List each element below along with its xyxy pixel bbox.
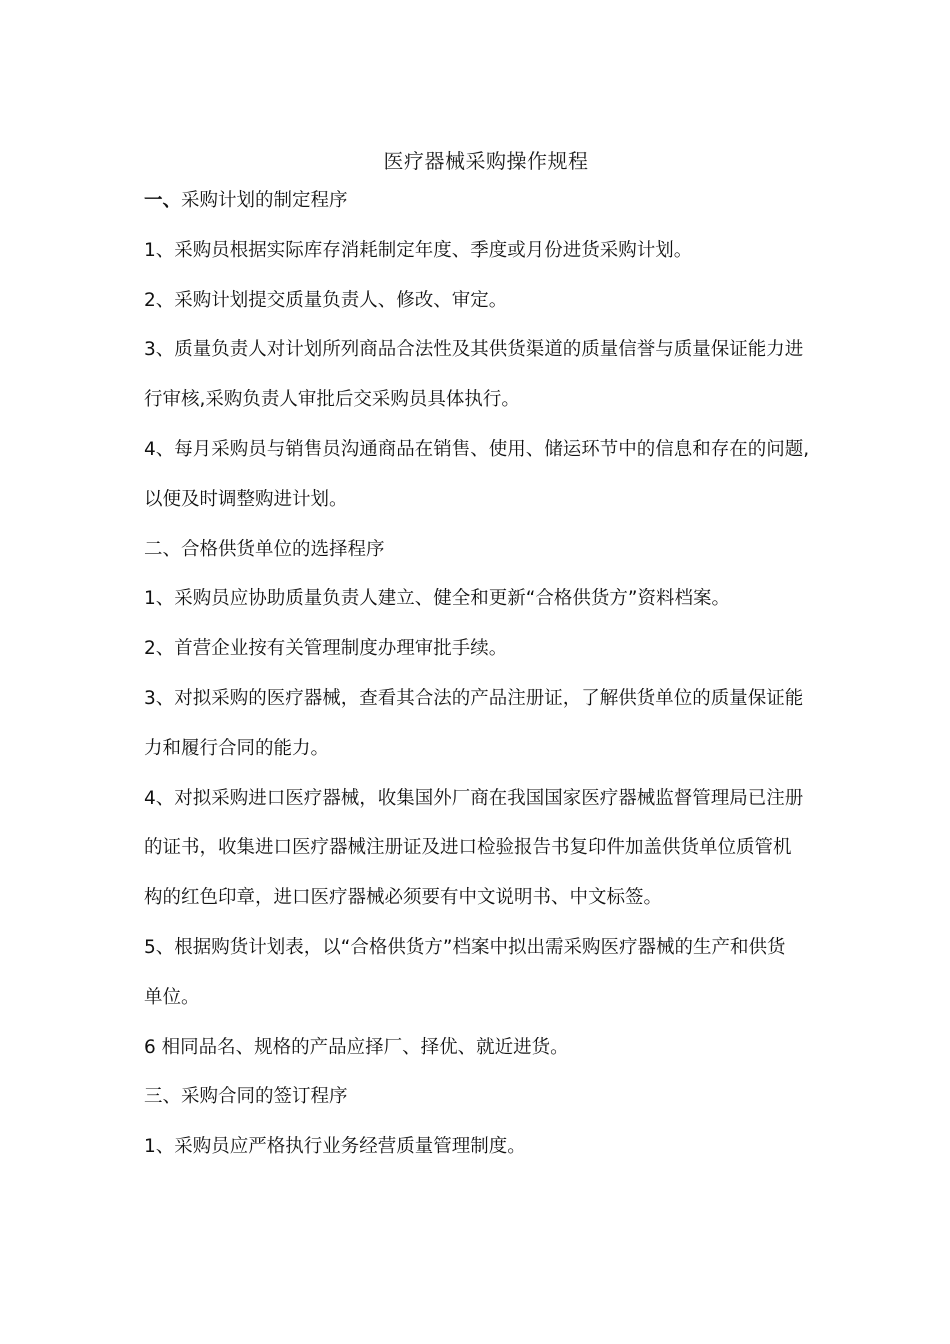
paragraph-line: 2、首营企业按有关管理制度办理审批手续。 bbox=[144, 638, 508, 660]
paragraph-line: 力和履行合同的能力。 bbox=[144, 737, 330, 759]
paragraph-line: 5、根据购货计划表，以“合格供货方”档案中拟出需采购医疗器械的生产和供货 bbox=[144, 936, 786, 958]
paragraph-line: 4、每月采购员与销售员沟通商品在销售、使用、储运环节中的信息和存在的问题, bbox=[144, 438, 810, 460]
paragraph-line: 行审核,采购负责人审批后交采购员具体执行。 bbox=[144, 389, 520, 411]
section-heading-2: 二、合格供货单位的选择程序 bbox=[144, 538, 385, 560]
section-number: 一、 bbox=[144, 190, 182, 211]
paragraph-line: 1、采购员应严格执行业务经营质量管理制度。 bbox=[144, 1136, 526, 1158]
paragraph-line: 的证书，收集进口医疗器械注册证及进口检验报告书复印件加盖供货单位质管机 bbox=[144, 837, 792, 859]
document-body bbox=[144, 185, 844, 1181]
paragraph-line: 以便及时调整购进计划。 bbox=[144, 488, 348, 510]
paragraph-line: 单位。 bbox=[144, 986, 200, 1008]
paragraph-line: 2、采购计划提交质量负责人、修改、审定。 bbox=[144, 289, 508, 311]
section-heading-text: 采购计划的制定程序 bbox=[181, 190, 348, 211]
paragraph-line: 6 相同品名、规格的产品应择厂、择优、就近进货。 bbox=[144, 1036, 569, 1058]
document-title: 医疗器械采购操作规程 bbox=[383, 149, 589, 173]
section-heading-1 bbox=[144, 185, 844, 235]
paragraph-line: 构的红色印章，进口医疗器械必须要有中文说明书、中文标签。 bbox=[144, 887, 663, 909]
paragraph-line: 4、对拟采购进口医疗器械，收集国外厂商在我国国家医疗器械监督管理局已注册 bbox=[144, 787, 804, 809]
paragraph-line: 3、质量负责人对计划所列商品合法性及其供货渠道的质量信誉与质量保证能力进 bbox=[144, 339, 804, 361]
paragraph-line: 1、采购员应协助质量负责人建立、健全和更新“合格供货方”资料档案。 bbox=[144, 588, 730, 610]
paragraph-line: 1、采购员根据实际库存消耗制定年度、季度或月份进货采购计划。 bbox=[144, 239, 693, 261]
paragraph-line: 3、对拟采购的医疗器械，查看其合法的产品注册证，了解供货单位的质量保证能 bbox=[144, 687, 804, 709]
section-heading-3: 三、采购合同的签订程序 bbox=[144, 1086, 348, 1108]
